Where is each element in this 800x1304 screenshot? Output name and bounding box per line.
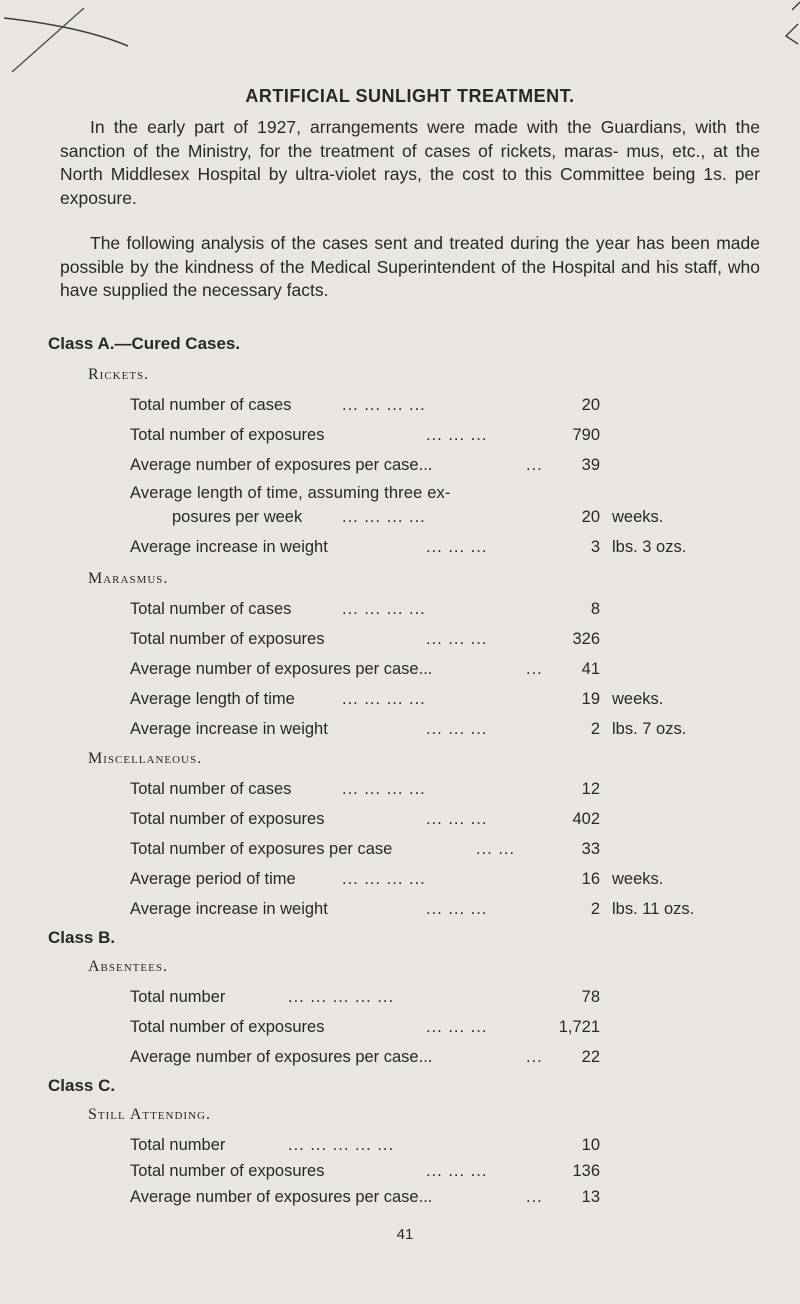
table-row (130, 456, 770, 480)
row-label: Average length of time (130, 690, 295, 708)
leader-dots: ... ... (476, 840, 516, 858)
table-row (130, 1048, 770, 1072)
intro-paragraph: In the early part of 1927, arrangements were made with the Guardians, with the sanction of the Ministry, for the treatment of cases of rickets, maras- mus, etc., at the North Middlesex Hospital by ultra-violet rays, the cost to this Committee being 1s. per exposure. (60, 117, 760, 208)
row-value: 22 (581, 1048, 600, 1066)
table-row (130, 600, 770, 624)
row-label: Total number of cases (130, 780, 292, 798)
row-label: Average period of time (130, 870, 296, 888)
row-label: Average increase in weight (130, 720, 328, 738)
leader-dots: ... ... ... ... (342, 780, 426, 798)
table-row (130, 690, 770, 714)
table-row (130, 780, 770, 804)
table-row (130, 1018, 770, 1042)
page-title: ARTIFICIAL SUNLIGHT TREATMENT. (245, 86, 575, 106)
row-label: Average number of exposures per case... (130, 456, 433, 474)
row-unit: lbs. 3 ozs. (612, 538, 687, 556)
row-unit: weeks. (612, 508, 664, 526)
leader-dots: ... ... ... (426, 630, 488, 648)
row-label: Total number of cases (130, 600, 292, 618)
miscellaneous-heading: Miscellaneous. (88, 750, 203, 767)
class-c-heading: Class C. (48, 1076, 116, 1095)
row-value: 20 (581, 508, 600, 526)
row-label: Total number (130, 988, 226, 1006)
row-label: Total number (130, 1136, 226, 1154)
row-value: 2 (590, 900, 600, 918)
table-row (130, 900, 770, 924)
table-row (130, 1136, 770, 1160)
table-row (130, 484, 770, 508)
table-row (130, 538, 770, 562)
leader-dots: ... ... ... ... (342, 870, 426, 888)
leader-dots: ... ... ... (426, 720, 488, 738)
row-value: 13 (581, 1188, 600, 1206)
row-label: Average length of time, assuming three ex- (130, 484, 451, 502)
class-a-heading: Class A.—Cured Cases. (48, 334, 241, 353)
row-label: Total number of exposures (130, 1162, 325, 1180)
marasmus-heading: Marasmus. (88, 570, 169, 587)
table-row (130, 508, 770, 532)
leader-dots: ... (526, 456, 543, 474)
table-row (130, 870, 770, 894)
leader-dots: ... (526, 1048, 543, 1066)
table-row (130, 1188, 770, 1212)
row-value: 10 (581, 1136, 600, 1154)
class-b-heading: Class B. (48, 928, 116, 947)
still-attending-heading: Still Attending. (88, 1106, 211, 1123)
row-value: 3 (590, 538, 600, 556)
row-value: 790 (572, 426, 600, 444)
leader-dots: ... (526, 1188, 543, 1206)
row-unit: lbs. 11 ozs. (612, 900, 695, 918)
row-value: 33 (581, 840, 600, 858)
leader-dots: ... ... ... ... (342, 508, 426, 526)
row-label: Total number of exposures (130, 1018, 325, 1036)
row-value: 20 (581, 396, 600, 414)
row-value: 39 (581, 456, 600, 474)
row-label: Total number of exposures (130, 630, 325, 648)
row-value: 2 (590, 720, 600, 738)
table-row (130, 810, 770, 834)
table-row (130, 840, 770, 864)
rickets-heading: Rickets. (88, 366, 150, 383)
leader-dots: ... ... ... ... (342, 600, 426, 618)
table-row (130, 1162, 770, 1186)
leader-dots: ... ... ... (426, 1162, 488, 1180)
row-value: 402 (572, 810, 600, 828)
analysis-paragraph: The following analysis of the cases sent and treated during the year has been made possible by the kindness of the Medical Superintendent of the Hospital and his staff, who have supplied the necessary facts. (60, 233, 760, 300)
row-value: 12 (581, 780, 600, 798)
page-number: 41 (396, 1226, 414, 1243)
leader-dots: ... ... ... ... ... (288, 1136, 395, 1154)
table-row (130, 660, 770, 684)
leader-dots: ... (526, 660, 543, 678)
table-row (130, 426, 770, 450)
leader-dots: ... ... ... (426, 810, 488, 828)
row-label: Average increase in weight (130, 538, 328, 556)
row-label: Total number of exposures per case (130, 840, 393, 858)
row-label: Total number of cases (130, 396, 292, 414)
row-label: Total number of exposures (130, 426, 325, 444)
leader-dots: ... ... ... ... (342, 690, 426, 708)
absentees-heading: Absentees. (88, 958, 168, 975)
row-value: 41 (581, 660, 600, 678)
row-value: 1,721 (558, 1018, 600, 1036)
row-unit: weeks. (612, 690, 664, 708)
leader-dots: ... ... ... ... (342, 396, 426, 414)
leader-dots: ... ... ... (426, 900, 488, 918)
table-row (130, 988, 770, 1012)
leader-dots: ... ... ... (426, 1018, 488, 1036)
leader-dots: ... ... ... ... ... (288, 988, 395, 1006)
row-label: Average increase in weight (130, 900, 328, 918)
table-row (130, 630, 770, 654)
row-value: 16 (581, 870, 600, 888)
leader-dots: ... ... ... (426, 426, 488, 444)
row-label: Total number of exposures (130, 810, 325, 828)
row-value: 326 (572, 630, 600, 648)
row-label: posures per week (172, 508, 303, 526)
row-value: 136 (572, 1162, 600, 1180)
row-value: 78 (581, 988, 600, 1006)
row-label: Average number of exposures per case... (130, 1188, 433, 1206)
leader-dots: ... ... ... (426, 538, 488, 556)
row-label: Average number of exposures per case... (130, 1048, 433, 1066)
table-row (130, 720, 770, 744)
row-unit: lbs. 7 ozs. (612, 720, 687, 738)
row-unit: weeks. (612, 870, 664, 888)
row-value: 8 (590, 600, 600, 618)
row-label: Average number of exposures per case... (130, 660, 433, 678)
table-row (130, 396, 770, 420)
row-value: 19 (581, 690, 600, 708)
